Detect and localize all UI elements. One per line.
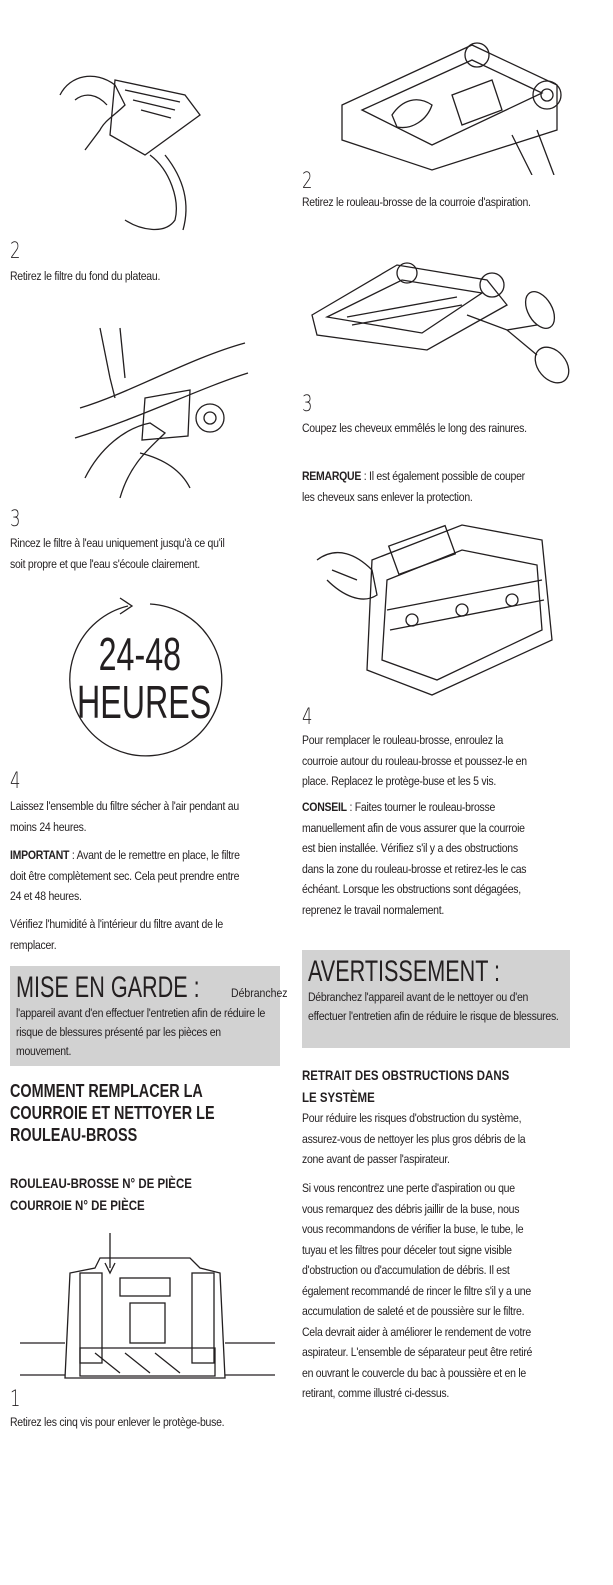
step-number: 4 <box>10 769 21 794</box>
drying-time-hours: 24-48 <box>98 628 182 680</box>
step-text: Retirez les cinq vis pour enlever le protège-buse. <box>10 1415 225 1429</box>
important-note <box>10 845 242 907</box>
step-text: Retirez le filtre du fond du plateau. <box>10 269 161 283</box>
note-text <box>302 466 532 507</box>
warning-title: AVERTISSEMENT : <box>308 955 501 988</box>
brushroll-removal-illustration <box>332 35 562 175</box>
note-body: : Il est également possible de couper les cheveux sans enlever la protection. <box>302 469 525 504</box>
nozzle-underside-illustration <box>10 1228 280 1388</box>
caution-text: l'appareil avant d'en effectuer l'entretien afin de réduire le risque de blessures présenté par les pièces en mouvement. <box>16 1006 266 1058</box>
tip-text <box>302 797 532 920</box>
drying-time-unit: HEURES <box>77 676 212 728</box>
check-note: Vérifiez l'humidité à l'intérieur du filtre avant de le remplacer. <box>10 917 223 952</box>
step-number: 2 <box>302 169 313 194</box>
part-number-brushroll: ROULEAU-BROSSE N° DE PIÈCE <box>10 1175 192 1191</box>
warning-box <box>302 950 570 1048</box>
reinstall-brushroll-illustration <box>312 520 562 700</box>
tip-body: : Faites tourner le rouleau-brosse manuellement afin de vous assurer que la courroie est bien installée. Vérifiez s'il y a des obstructions dans la zone du rouleau-brosse et retirez-les le cas échéant. Lorsque les obstructions sont dégagées, reprenez le travail normalement. <box>302 800 527 917</box>
caution-inline-text: Débranchez <box>231 986 288 1000</box>
step-text: Laissez l'ensemble du filtre sécher à l'air pendant au moins 24 heures. <box>10 799 239 834</box>
step-text: Retirez le rouleau-brosse de la courroie d'aspiration. <box>302 195 531 209</box>
tip-label: CONSEIL <box>302 800 347 814</box>
step-number: 1 <box>10 1387 21 1412</box>
section-paragraph: Pour réduire les risques d'obstruction du système, assurez-vous de nettoyer les plus gros débris de la zone avant de passer l'aspirateur. <box>302 1111 526 1166</box>
cut-hair-scissors-illustration <box>307 255 572 390</box>
step-text: Pour remplacer le rouleau-brosse, enroulez la courroie autour du rouleau-brosse et poussez-le en place. Replacez le protège-buse et les 5 vis. <box>302 733 527 788</box>
section-paragraph: Si vous rencontrez une perte d'aspiration ou que vous remarquez des débris jaillir de la buse, nous vous recommandons de vérifier la buse, le tube, le tuyau et les filtres pour déceler tout signe visible d'obstruction ou d'accumulation de débris. Il est également recommandé de rincer le filtre s'il y a une accumulation de saleté et de poussière sur le filtre. Cela devrait aider à améliorer le rendement de votre aspirateur. L'ensemble de séparateur peut être retiré en ouvrant le couvercle du bac à poussière et en le retirant, comme illustré ci-dessus. <box>302 1181 533 1400</box>
step-number: 4 <box>302 705 313 730</box>
step-text: Rincez le filtre à l'eau uniquement jusqu'à ce qu'il soit propre et que l'eau s'écoule clairement. <box>10 536 225 571</box>
filter-removal-illustration <box>55 60 205 235</box>
note-label: REMARQUE <box>302 469 362 483</box>
important-text: : Avant de le remettre en place, le filtre doit être complètement sec. Cela peut prendre entre 24 et 48 heures. <box>10 848 240 903</box>
caution-title: MISE EN GARDE : <box>16 971 200 1004</box>
part-number-belt: COURROIE N° DE PIÈCE <box>10 1197 145 1213</box>
step-number: 2 <box>10 239 21 264</box>
caution-box <box>10 966 288 1066</box>
step-text: Coupez les cheveux emmêlés le long des rainures. <box>302 421 527 435</box>
step-number: 3 <box>10 507 21 532</box>
section-title: RETRAIT DES OBSTRUCTIONS DANS LE SYSTÈME <box>302 1067 510 1105</box>
important-label: IMPORTANT <box>10 848 70 862</box>
drying-time-label <box>50 630 230 726</box>
rinse-filter-illustration <box>70 318 250 503</box>
step-number: 3 <box>302 392 313 417</box>
warning-text: Débranchez l'appareil avant de le nettoyer ou d'en effectuer l'entretien afin de réduire le risque de blessures. <box>308 990 559 1023</box>
section-title: COMMENT REMPLACER LA COURROIE ET NETTOYER LE ROULEAU-BROSS <box>10 1081 215 1145</box>
